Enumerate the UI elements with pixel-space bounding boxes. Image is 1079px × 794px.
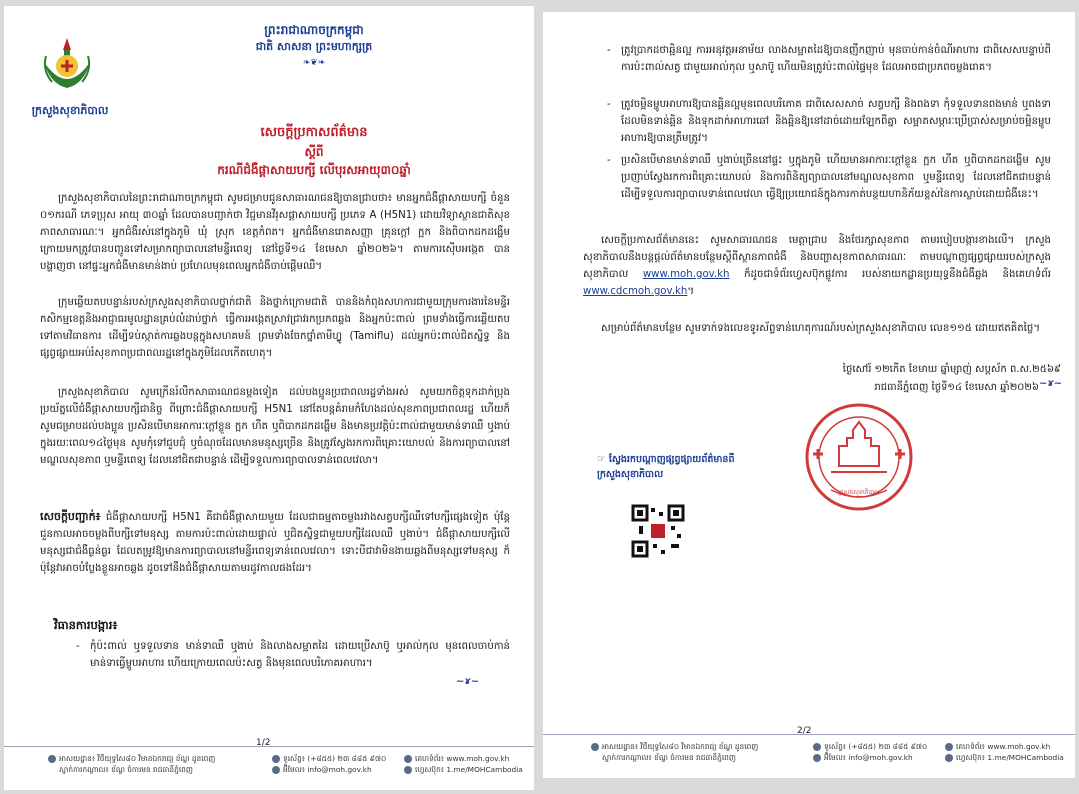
press-release-title: សេចក្តីប្រកាសព័ត៌មាន: [260, 125, 368, 140]
footer-contact: ទូរស័ព្ទ៖ (+៨៥៥) ២៣ ៨៨៥ ៩៧០ អ៊ីមែល៖ info@moh.gov.kh: [272, 753, 402, 775]
press-release-about: ស្តីពី: [304, 145, 324, 159]
web-icon: [404, 755, 412, 763]
bullet-4-text: ប្រសិនបើមានមាន់ទាឈឺ ឬងាប់ច្រើននៅផ្ទះ ឬក្នុងភូមិ ហើយមានអាការៈក្តៅខ្លួន ក្អក ហឺត ឬពិបាកដកដង្ហើម សូមប្រញាប់ស្វែងរកការពិគ្រោះយោបល់ និងការពិនិត្យព្យាបាលនៅមណ្ឌលសុខភាព ឬមន្ទីរពេទ្យ ដែលនៅជិតជាបន្ទាន់ ដើម្បីទទួលការព្យាបាលទាន់ពេលវេលា ធ្វើឱ្យប្រយោជន៍ក្នុងការកាត់បន្ថយហានិភ័យខ្ពស់នៃការស្លាប់ដោយជំងឺនេះ។: [621, 155, 1051, 200]
list-item-bullet-1: [76, 638, 510, 690]
seal-caption: ក្រសួងសុខាភិបាល: [838, 489, 880, 496]
location-icon: [48, 755, 56, 763]
facebook-icon: [945, 754, 953, 762]
header-motto: ជាតិ សាសនា ព្រះមហាក្សត្រ: [255, 40, 373, 53]
qr-code-icon[interactable]: [631, 504, 685, 558]
paragraph-appeal: សេចក្តីប្រកាសព័ត៌មាននេះ សូមសាធារណជន មេត្តាជ្រាប និងថែរក្សាសុខភាព តាមរបៀបបង្ការខាងលើ។ ក្រសួងសុខាភិបាលនឹងបន្តផ្តល់ព័ត៌មានបន្ថែមស្តីពីស្ថានភាពជំងឺ និងបញ្ហាសុខភាពសាធារណៈ តាមបណ្តាញផ្សព្វផ្សាយរបស់ក្រសួងសុខាភិបាល www.moh.gov.kh ក៏ដូចជាទំព័រហ្វេសប៊ុកផ្លូវការ របស់នាយកដ្ឋានប្រយុទ្ធនឹងជំងឺឆ្លង និងគេហទំព័រ www.cdcmoh.gov.kh។: [583, 235, 1051, 297]
header-kingdom: ព្រះរាជាណាចក្រកម្ពុជា: [264, 23, 364, 37]
bullet-2-text: ត្រូវប្រាកដថាឆ្អិនល្អ ការអនុវត្តអនាម័យ លាងសម្អាតដៃឱ្យបានញឹកញាប់ មុនចាប់កាន់ចំណីអាហារ ជាពិសេសបន្ទាប់ពីការប៉ះពាល់សត្វ ជាមួយអាល់កុល ឬសាប៊ូ ហើយមិនត្រូវប៉ះពាល់ផ្ទៃមុខ ដែលអាចជាប្រភពចម្លងរោគ។: [621, 45, 1051, 73]
note-lead: សេចក្តីបញ្ជាក់៖: [40, 510, 101, 523]
date-solar: រាជធានីភ្នំពេញ ថ្ងៃទី១៤ ខែមេសា ឆ្នាំ២០២៦: [874, 382, 1039, 393]
footer-web: គេហទំព័រ៖ www.moh.gov.kh ហ្វេសប៊ុក៖ 1.me/MOHCambodia: [945, 741, 1073, 763]
bullet-1-text: កុំប៉ះពាល់ ឬទទួលទាន មាន់ទាឈឺ ឬងាប់ និងលាងសម្អាតដៃ ដោយប្រើសាប៊ូ ឬអាល់កុល មុនពេលចាប់កាន់មាន់ទាធ្វើម្ហូបអាហារ ហើយក្រោយពេលប៉ះសត្វ និងមុនពេលបរិភោគអាហារ។: [90, 641, 510, 669]
link-moh-website[interactable]: www.moh.gov.kh: [642, 269, 730, 280]
footer-web: គេហទំព័រ៖ www.moh.gov.kh ហ្វេសប៊ុក៖ 1.me/MOHCambodia: [404, 753, 532, 775]
facebook-icon: [404, 766, 412, 774]
phone-icon: [272, 755, 280, 763]
list-item-bullet-4: [607, 152, 1051, 220]
phone-icon: [813, 743, 821, 751]
list-item-bullet-3: [607, 96, 1051, 148]
link-cdc-website[interactable]: www.cdcmoh.gov.kh: [583, 286, 688, 297]
ministry-name: ក្រសួងសុខាភិបាល: [31, 104, 109, 117]
bullet-dash: -: [607, 99, 611, 110]
bullet-dash: -: [607, 45, 611, 56]
paragraph-note: [40, 508, 510, 610]
list-item-bullet-2: [607, 42, 1051, 92]
footer-address: អាសយដ្ឋាន៖ វិថីយុទ្ធសៃ៨០ វិមានឯករាជ្យ ខ័ណ្ឌ ដូនពេញ ស្នាក់ការកណ្តាល៖ ខ័ណ្ឌ ចំការមន រាជធានីភ្នំពេញ: [48, 753, 268, 775]
note-body: ជំងឺផ្តាសាយបក្សី H5N1 គឺជាជំងឺផ្តាសាយមួយ ដែលជាធម្មតាចម្លងរវាងសត្វបក្សីឈឺទៅបក្សីផ្សេងទៀត ប៉ុន្តែជួនកាលអាចចម្លងពីបក្សីទៅមនុស្ស តាមការប៉ះពាល់ដោយផ្ទាល់ ឬជិតស្និទ្ធជាមួយបក្សីដែលឈឺ ឬងាប់។ ជំងឺផ្តាសាយបក្សីលើមនុស្សជាជំងឺធ្ងន់ធ្ងរ ដែលតម្រូវឱ្យមានការព្យាបាលនៅមន្ទីរពេទ្យទាន់ពេលវេលា។ ទោះបីជាវាមិនងាយឆ្លងពីមនុស្សទៅមនុស្ស ក៏ប៉ុន្តែវាអាចបំប្លែងខ្លួនអាចឆ្លង ដូចទៅនឹងជំងឺផ្តាសាយតាមរដូវកាលផងដែរ។: [40, 512, 510, 574]
paragraph-reminder: ក្រសួងសុខាភិបាល សូមក្រើនរំលឹកសាធារណជនម្តងទៀត ដល់បងប្អូនប្រជាពលរដ្ឋទាំងអស់ សូមយកចិត្តទុកដាក់ប្រុងប្រយ័ត្នលើជំងឺផ្តាសាយបក្សីជានិច្ច ពីព្រោះជំងឺផ្តាសាយបក្សី H5N1 នៅតែបន្តគំរាមកំហែងដល់សុខភាពប្រជាពលរដ្ឋ ហើយក៏សូមជម្រាបដល់បងប្អូន ប្រសិនបើមានអាការៈក្តៅខ្លួន ក្អក ហឺត ឬពិបាកដកដង្ហើម និងមានប្រវត្តិប៉ះពាល់ជាមួយមាន់ទាឈឺ ឬងាប់ក្នុងរយៈពេល១៤ថ្ងៃមុន សូមកុំទៅជួបជុំ ឬចំណុចដែលមានមនុស្សច្រើន និងត្រូវស្វែងរកការពិគ្រោះយោបល់ និងការព្យាបាលនៅមណ្ឌលសុខភាព ឬមន្ទីរពេទ្យ ដែលនៅជិតជាបន្ទាន់ ដើម្បីទទួលការព្យាបាលទាន់ពេលវេលា។: [40, 387, 510, 466]
paragraph-hotline: សម្រាប់ព័ត៌មានបន្ថែម សូមទាក់ទងលេខទូរស័ព្ទទាន់ហេតុការណ៍របស់ក្រសួងសុខាភិបាល លេខ១១៥ ដោយឥតគិតថ្លៃ។: [601, 323, 1041, 334]
page-number-1: 1/2: [256, 738, 271, 748]
measures-heading: វិធានការបង្ការ៖: [54, 618, 118, 632]
footer-p1: [4, 746, 534, 790]
ministry-logo-icon: [38, 36, 96, 98]
document-page-2: [543, 12, 1075, 778]
initials-signature-p2: ~ɤ~: [1039, 378, 1063, 389]
bullet-dash: -: [607, 155, 611, 166]
initials-signature-p1: ~ɤ~: [456, 676, 480, 687]
email-icon: [813, 754, 821, 762]
qr-caption: ☞ ស្វែងរកបណ្តាញផ្សព្វផ្សាយព័ត៌មានពីក្រសួងសុខាភិបាល: [597, 454, 735, 480]
footer-address: អាសយដ្ឋាន៖ វិថីយុទ្ធសៃ៨០ វិមានឯករាជ្យ ខ័ណ្ឌ ដូនពេញ ស្នាក់ការកណ្តាល៖ ខ័ណ្ឌ ចំការមន រាជធានីភ្នំពេញ: [591, 741, 811, 763]
paragraph-response: ក្រុមឆ្លើយតបបន្ទាន់របស់ក្រសួងសុខាភិបាលថ្នាក់ជាតិ និងថ្នាក់ក្រោមជាតិ បាននិងកំពុងសហការជាមួយក្រុមការងារនៃមន្ទីរកសិកម្មខេត្តនិងអាជ្ញាធរមូលដ្ឋានគ្រប់លំដាប់ថ្នាក់ ធ្វើការអង្កេតស្រាវជ្រាវរកប្រភពឆ្លង និងអ្នកប៉ះពាល់ ព្រមទាំងធ្វើការឆ្លើយតបទៅតាមវិធានការ ដើម្បីទប់ស្កាត់ការឆ្លងបន្តក្នុងសហគមន៍ ព្រមទាំងចែកថ្នាំតាមីហ្វ្លូ (Tamiflu) ដល់អ្នកប៉ះពាល់ជិតស្និទ្ធ និងផ្សព្វផ្សាយអប់រំសុខភាពប្រជាពលរដ្ឋនៅក្នុងភូមិដែលកើតហេតុ។: [40, 297, 510, 359]
document-page-1: [4, 6, 534, 790]
footer-contact: ទូរស័ព្ទ៖ (+៨៥៥) ២៣ ៨៨៥ ៩៧០ អ៊ីមែល៖ info@moh.gov.kh: [813, 741, 943, 763]
web-icon: [945, 743, 953, 751]
page-number-2: 2/2: [797, 726, 812, 736]
bullet-dash: -: [76, 641, 80, 652]
email-icon: [272, 766, 280, 774]
press-release-subject: ករណីជំងឺផ្តាសាយបក្សី លើបុរសអាយុ៣០ឆ្នាំ: [217, 163, 411, 177]
paragraph-case-report: ក្រសួងសុខាភិបាលនៃព្រះរាជាណាចក្រកម្ពុជា សូមជម្រាបជូនសាធារណជនឱ្យបានជ្រាបថា៖ មានអ្នកជំងឺផ្តាសាយបក្សី ចំនួន ០១ករណី ភេទប្រុស អាយុ ៣០ឆ្នាំ ដែលបានបញ្ជាក់ថា វិជ្ជមានវីរុសផ្តាសាយបក្សី ប្រភេទ A (H5N1) ដោយវិទ្យាស្ថានជាតិសុខភាពសាធារណៈ។ អ្នកជំងឺរស់នៅក្នុងភូមិ ឃុំ ស្រុក ខេត្តកំពត។ អ្នកជំងឺមានរោគសញ្ញា គ្រុនក្តៅ ក្អក និងពិបាកដកដង្ហើម ក្រោយមកត្រូវបានបញ្ជូនទៅសម្រាកព្យាបាលនៅមន្ទីរពេទ្យ នៅថ្ងៃទី១៤ ខែមេសា ឆ្នាំ២០២៦។ តាមការស៊ើបអង្កេត បានបង្ហាញថា នៅផ្ទះអ្នកជំងឺមានមាន់ងាប់ ប្រហែលមុនពេលអ្នកជំងឺចាប់ផ្តើមឈឺ។: [40, 193, 510, 272]
footer-p2: [543, 734, 1075, 778]
date-lunar: ថ្ងៃសៅរ៍ ១២កើត ខែមាឃ ឆ្នាំម្សាញ់ សប្តស័ក ព.ស.២៥៦៩: [842, 364, 1061, 375]
location-icon: [591, 743, 599, 751]
bullet-3-text: ត្រូវចម្អិនម្ហូបអាហារឱ្យបានឆ្អិនល្អមុនពេលបរិភោគ ជាពិសេសសាច់ សត្វបក្សី និងពងទា កុំទទួលទានពងមាន់ ឬពងទាដែលមិនទាន់ឆ្អិន និងទុកដាក់អាហារឆៅ និងឆ្អិនឱ្យនៅដាច់ដោយឡែកពីគ្នា សម្អាតសម្ភារៈប្រើប្រាស់សម្រាប់ចម្អិនម្ហូបអាហារឱ្យបានត្រឹមត្រូវ។: [621, 99, 1051, 144]
motto-ornament: ❧❦❧: [302, 58, 326, 68]
